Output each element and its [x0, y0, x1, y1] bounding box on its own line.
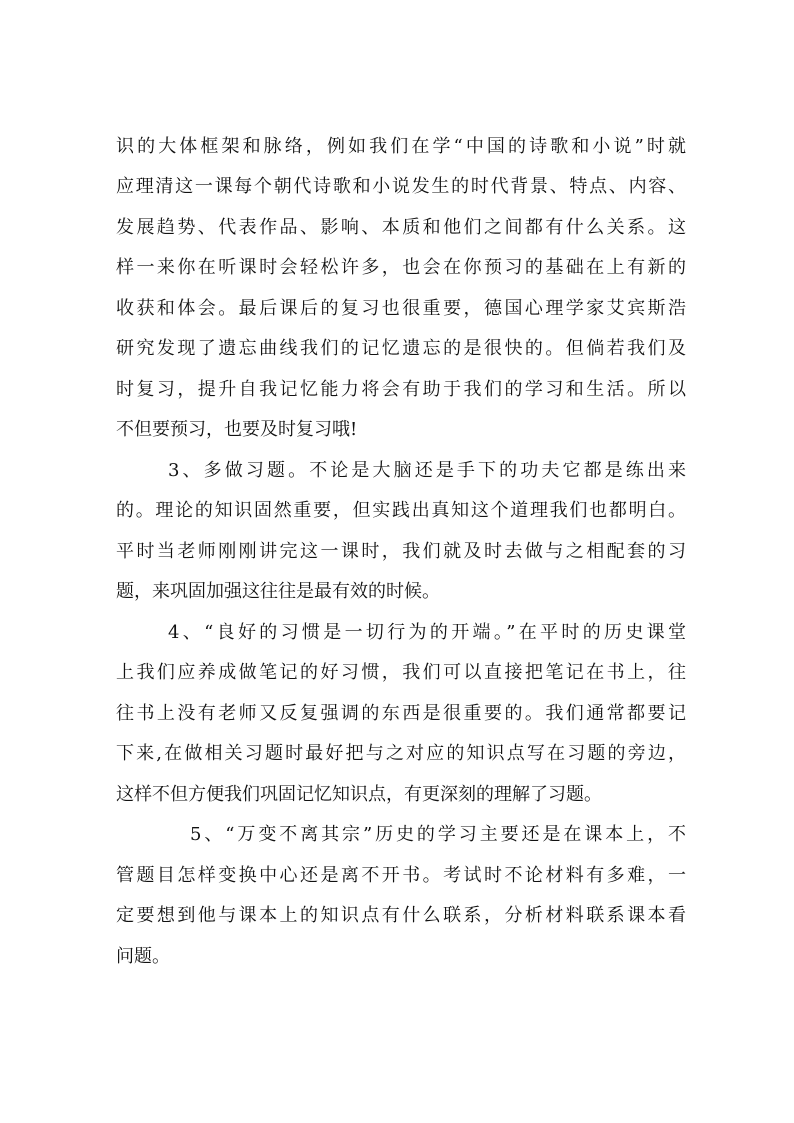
text-line: 4、“良好的习惯是一切行为的开端。”在平时的历史课堂	[168, 622, 686, 643]
text-line	[190, 980, 686, 1014]
text-line: 研究发现了遗忘曲线我们的记忆遗忘的是很快的。但倘若我们及	[116, 338, 686, 359]
text-line: 不但要预习，也要及时复习哦!	[116, 419, 358, 440]
text-line: 收获和体会。最后课后的复习也很重要，德国心理学家艾宾斯浩	[116, 298, 686, 319]
text-line: 时复习，提升自我记忆能力将会有助于我们的学习和生活。所以	[116, 379, 686, 400]
text-line: 发展趋势、代表作品、影响、本质和他们之间都有什么关系。这	[116, 217, 686, 238]
text-line: 下来,在做相关习题时最好把与之对应的知识点写在习题的旁边，	[116, 743, 686, 764]
text-line: 题，来巩固加强这往往是最有效的时候。	[116, 581, 440, 602]
text-line: 这样不但方便我们巩固记忆知识点，有更深刻的理解了习题。	[116, 784, 602, 805]
text-line: 往书上没有老师又反复强调的东西是很重要的。我们通常都要记	[116, 703, 686, 724]
text-line: 管题目怎样变换中心还是离不开书。考试时不论材料有多难，一	[116, 865, 686, 886]
text-line: 上我们应养成做笔记的好习惯，我们可以直接把笔记在书上，往	[116, 662, 686, 683]
text-line: 的。理论的知识固然重要，但实践出真知这个道理我们也都明白。	[116, 500, 686, 521]
text-line: 5、“万变不离其宗”历史的学习主要还是在课本上，不	[190, 824, 686, 845]
text-line: 平时当老师刚刚讲完这一课时，我们就及时去做与之相配套的习	[116, 541, 686, 562]
text-line: 识的大体框架和脉络，例如我们在学“中国的诗歌和小说”时就	[116, 136, 686, 157]
text-line: 样一来你在听课时会轻松许多，也会在你预习的基础在上有新的	[116, 257, 686, 278]
text-line: 3、多做习题。不论是大脑还是手下的功夫它都是练出来	[168, 460, 686, 481]
text-line: 应理清这一课每个朝代诗歌和小说发生的时代背景、特点、内容、	[116, 176, 686, 197]
text-line: 问题。	[116, 946, 170, 967]
text-line: 定要想到他与课本上的知识点有什么联系，分析材料联系课本看	[116, 905, 686, 926]
